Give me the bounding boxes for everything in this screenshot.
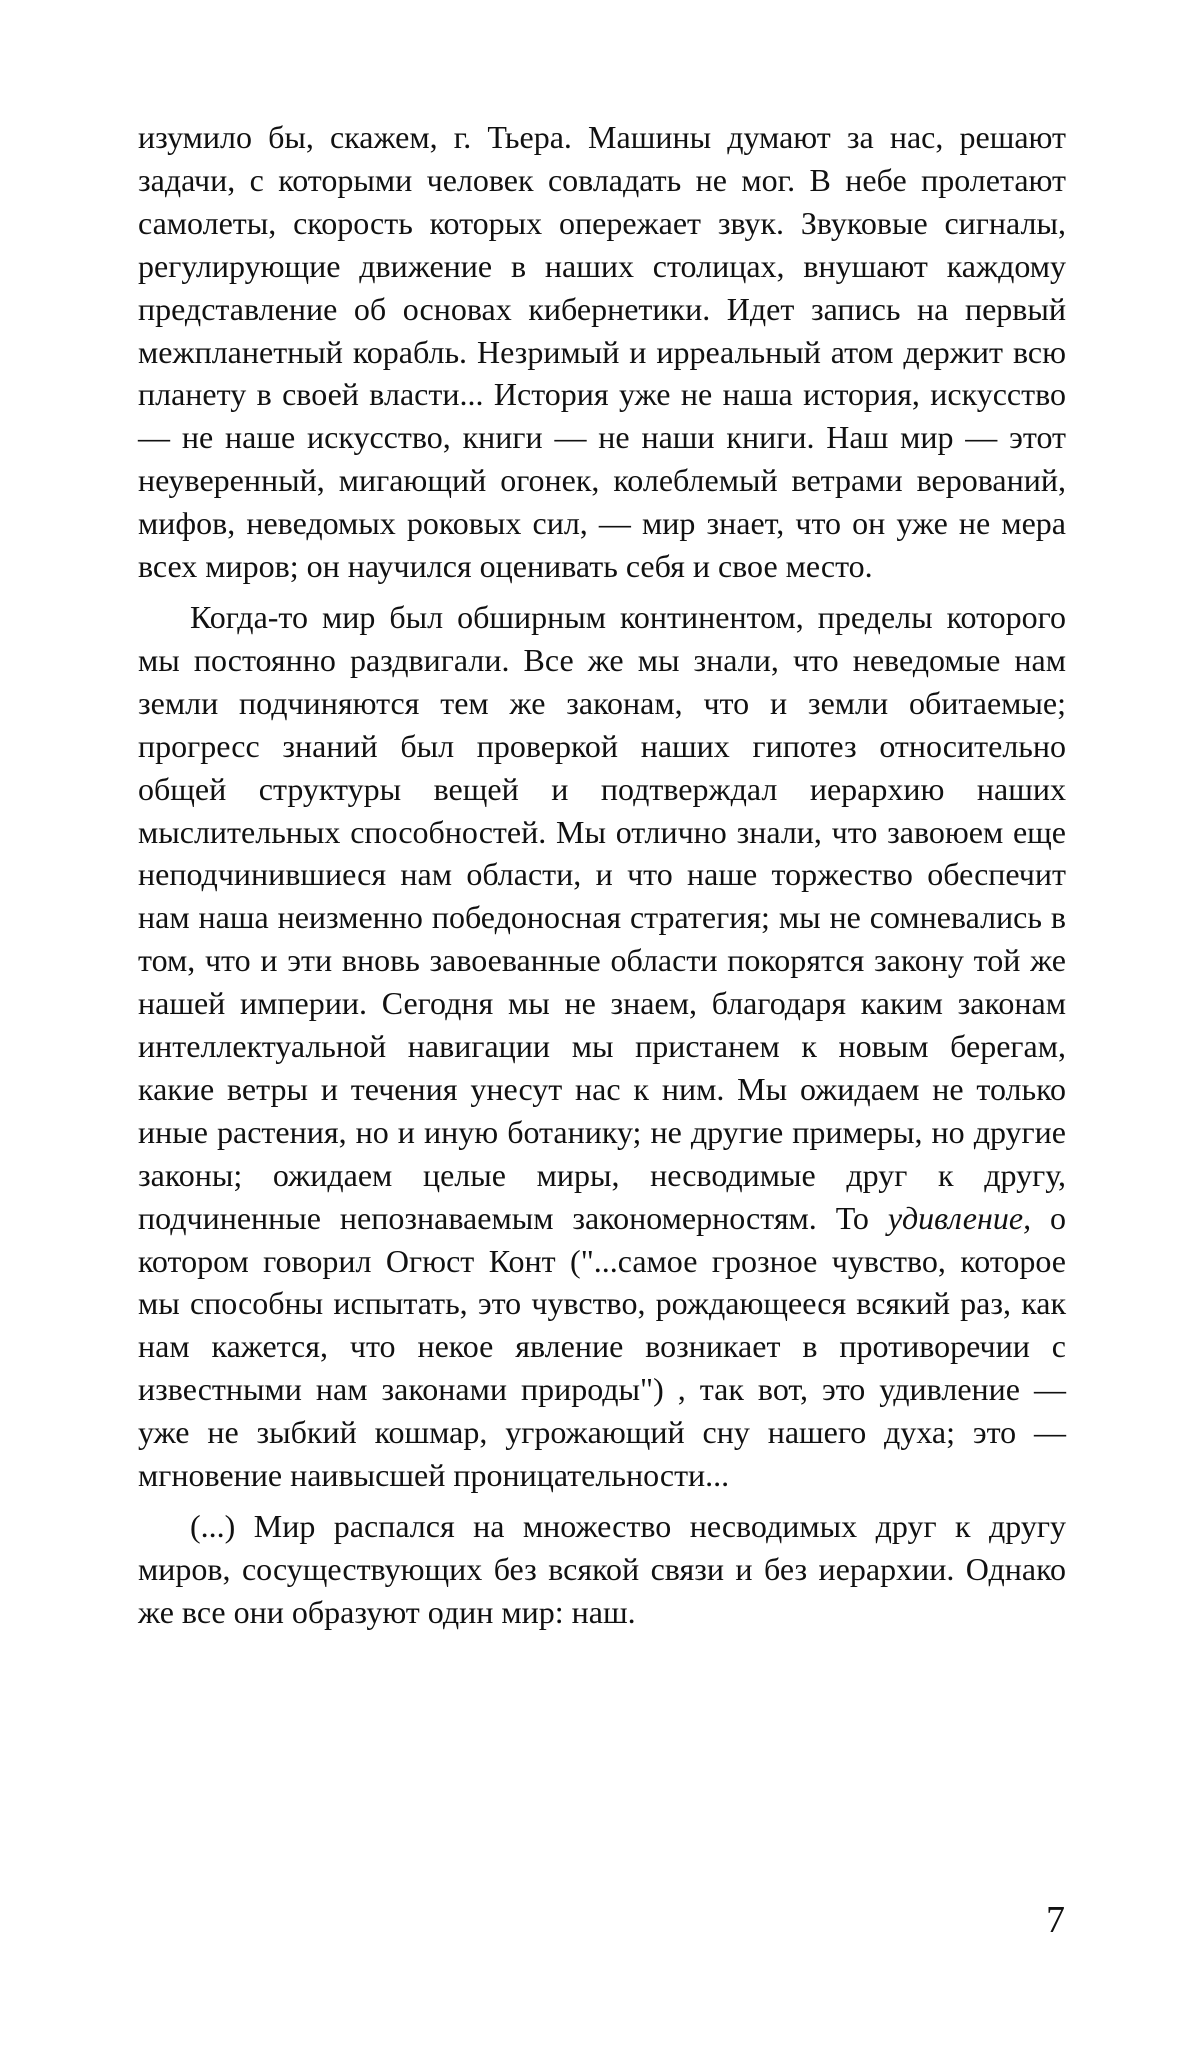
paragraph-2	[138, 596, 1066, 1497]
paragraph-2-italic-term: удивление,	[887, 1199, 1032, 1236]
paragraph-2-part-2: о котором говорил Огюст Конт ("...самое грозное чувство, которое мы способны испытать, это чувство, рождающееся всякий раз, как нам кажется, что некое явление возникает в противоречии с известными нам законами природы") , так вот, это удивление — уже не зыбкий кошмар, угрожающий сну нашего духа; это — мгновение наивысшей проницательности...	[138, 1199, 1067, 1494]
paragraph-1: изумило бы, скажем, г. Тьера. Машины думают за нас, решают задачи, с которыми человек совладать не мог. В небе пролетают самолеты, скорость которых опережает звук. Звуковые сигналы, регулирующие движение в наших столицах, внушают каждому представление об основах кибернетики. Идет запись на первый межпланетный корабль. Незримый и ирреальный атом держит всю планету в своей власти... История уже не наша история, искусство — не наше искусство, книги — не наши книги. Наш мир — этот неуверенный, мигающий огонек, колеблемый ветрами верований, мифов, неведомых роковых сил, — мир знает, что он уже не мера всех миров; он научился оценивать себя и свое место.	[138, 119, 1066, 585]
page-number: 7	[1046, 1899, 1065, 1941]
paragraph-3: (...) Мир распался на множество несводимых друг к другу миров, сосуществующих без всякой связи и без иерархии. Однако же все они образуют один мир: наш.	[138, 1508, 1066, 1630]
paragraph-2-part-1: Когда-то мир был обширным континентом, пределы которого мы постоянно раздвигали. Все же мы знали, что неведомые нам земли подчиняются тем же законам, что и земли обитаемые; прогресс знаний был проверкой наших гипотез относительно общей структуры вещей и подтверждал иерархию наших мыслительных способностей. Мы отлично знали, что завоюем еще неподчинившиеся нам области, и что наше торжество обеспечит нам наша неизменно победоносная стратегия; мы не сомневались в том, что и эти вновь завоеванные области покорятся закону той же нашей империи. Сегодня мы не знаем, благодаря каким законам интеллектуальной навигации мы пристанем к новым берегам, какие ветры и течения унесут нас к ним. Мы ожидаем не только иные растения, но и иную ботанику; не другие примеры, но другие законы; ожидаем целые миры, несводимые друг к другу, подчиненные непознаваемым закономерностям. То	[138, 598, 1066, 1236]
page-body	[138, 116, 1066, 1634]
